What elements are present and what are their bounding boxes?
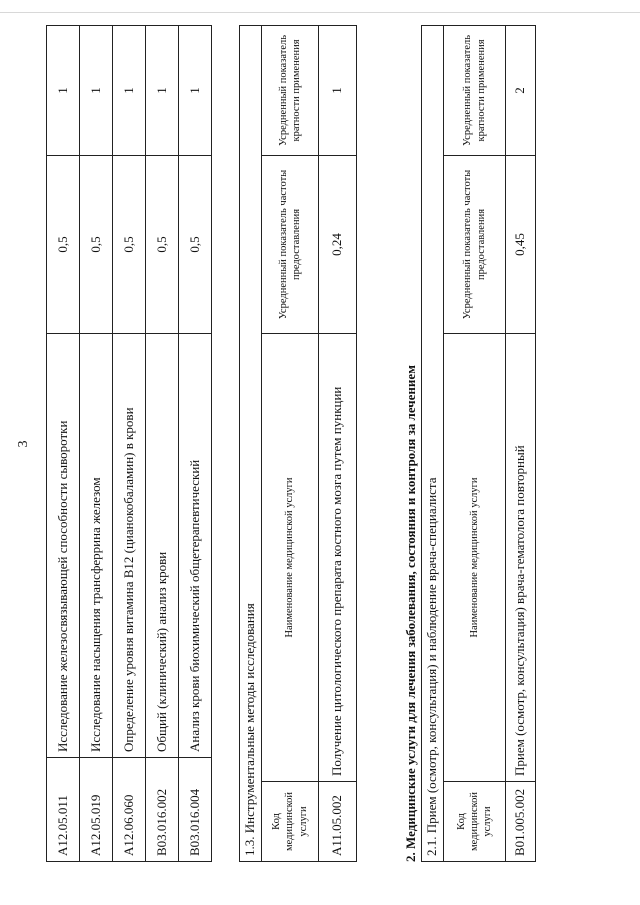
service-name: Определение уровня витамина B12 (цианокобаламин) в крови: [113, 334, 146, 758]
service-name: Анализ крови биохимический общетерапевтический: [179, 334, 212, 758]
service-name: Получение цитологического препарата костного мозга путем пункции: [319, 334, 357, 782]
frequency-value: 0,24: [319, 156, 357, 334]
table-row: [146, 26, 179, 862]
labs-table: [46, 25, 212, 862]
service-name: Исследование железосвязывающей способности сыворотки: [47, 334, 80, 758]
service-code: B03.016.004: [179, 758, 212, 862]
multiplicity-value: 2: [506, 25, 536, 155]
instrumental-table: [239, 25, 357, 862]
table-title-row: [422, 25, 444, 861]
scan-top-border: [0, 12, 640, 13]
service-code: B01.005.002: [506, 782, 536, 862]
section-subtitle: 2.1. Прием (осмотр, консультация) и наблюдение врача-специалиста: [422, 25, 444, 861]
frequency-value: 0,5: [113, 156, 146, 334]
page-number: 3: [16, 440, 31, 448]
service-name: Прием (осмотр, консультация) врача-гематолога повторный: [506, 334, 536, 782]
multiplicity-value: 1: [80, 26, 113, 156]
service-code: A11.05.002: [319, 782, 357, 862]
service-code: A12.05.011: [47, 758, 80, 862]
table-row: [319, 25, 357, 861]
multiplicity-value: 1: [146, 26, 179, 156]
table-row: [506, 25, 536, 861]
section-heading: 2. Медицинские услуги для лечения заболевания, состояния и контроля за лечением: [403, 364, 418, 862]
service-code: B03.016.002: [146, 758, 179, 862]
table-header-row: [262, 25, 319, 861]
column-header-name: Наименование медицинской услуги: [262, 334, 319, 782]
service-name: Исследование насыщения трансферрина железом: [80, 334, 113, 758]
multiplicity-value: 1: [47, 26, 80, 156]
table-row: [113, 26, 146, 862]
table-row: [47, 26, 80, 862]
column-header-frequency: Усредненный показатель частоты предоставления: [444, 156, 506, 334]
service-code: A12.06.060: [113, 758, 146, 862]
frequency-value: 0,5: [47, 156, 80, 334]
section-title: 1.3. Инструментальные методы исследования: [240, 25, 262, 861]
multiplicity-value: 1: [179, 26, 212, 156]
multiplicity-value: 1: [113, 26, 146, 156]
column-header-multiplicity: Усредненный показатель кратности применения: [444, 25, 506, 155]
frequency-value: 0,5: [179, 156, 212, 334]
column-header-code: Код медицинской услуги: [262, 782, 319, 862]
table-row: [179, 26, 212, 862]
rotated-sheet: [16, 26, 606, 862]
consultation-table: [421, 25, 536, 862]
frequency-value: 0,45: [506, 156, 536, 334]
column-header-multiplicity: Усредненный показатель кратности применения: [262, 25, 319, 155]
table-title-row: [240, 25, 262, 861]
service-code: A12.05.019: [80, 758, 113, 862]
column-header-name: Наименование медицинской услуги: [444, 334, 506, 782]
frequency-value: 0,5: [80, 156, 113, 334]
column-header-code: Код медицинской услуги: [444, 782, 506, 862]
multiplicity-value: 1: [319, 25, 357, 155]
service-name: Общий (клинический) анализ крови: [146, 334, 179, 758]
table-row: [80, 26, 113, 862]
frequency-value: 0,5: [146, 156, 179, 334]
column-header-frequency: Усредненный показатель частоты предоставления: [262, 156, 319, 334]
table-header-row: [444, 25, 506, 861]
